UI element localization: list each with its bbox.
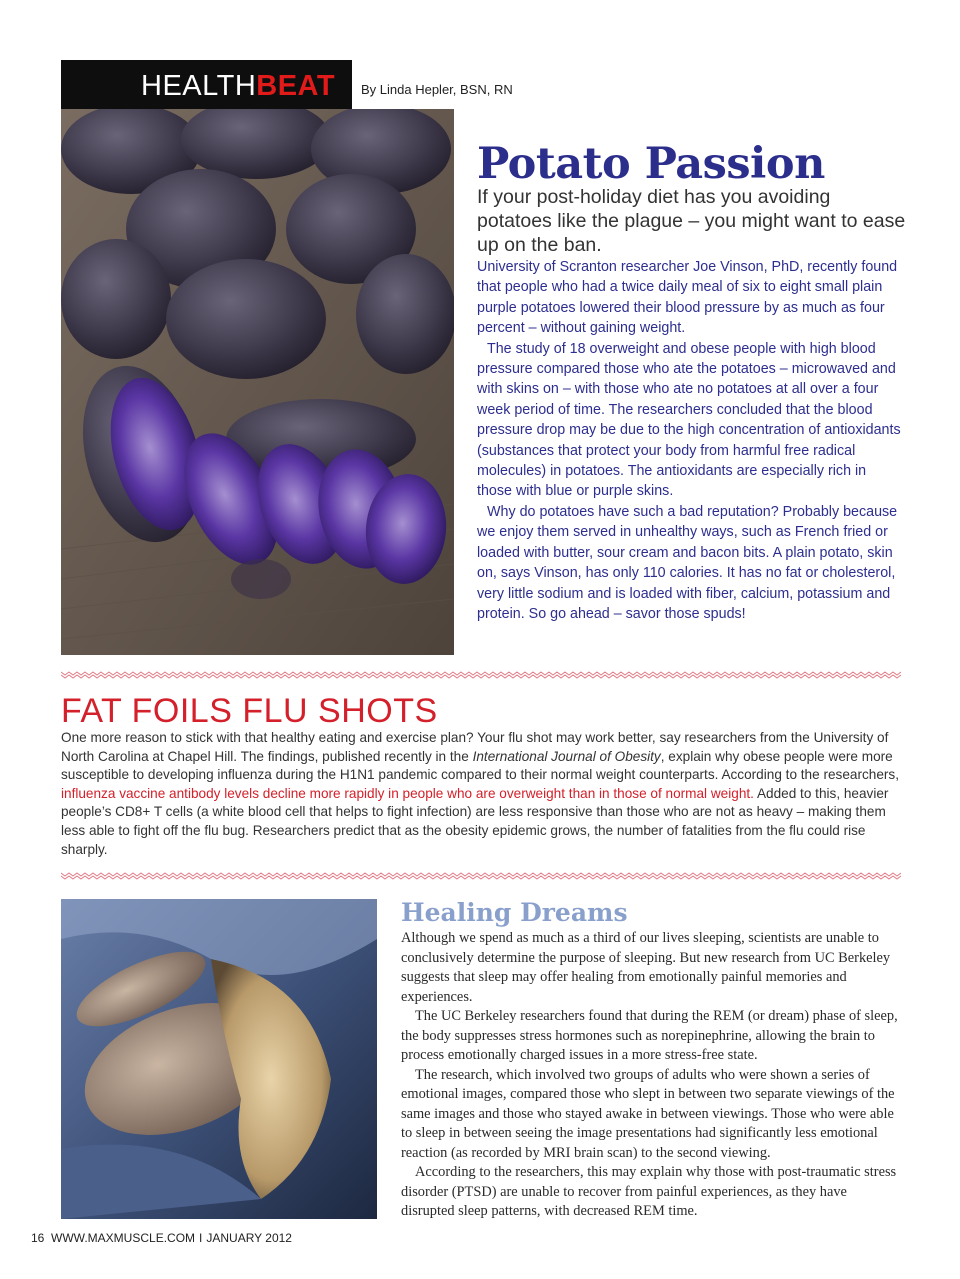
article-body-dreams — [401, 929, 901, 1222]
article-body-flu — [61, 729, 906, 859]
paragraph: Why do potatoes have such a bad reputation? Probably because we enjoy them served in unhealthy ways, such as French fried or loaded with butter, sour cream and bacon bits. A plain potato, skin on, says Vinson, has only 110 calories. It has no fat or cholesterol, very little sodium and is loaded with fiber, calcium, potassium and protein. So go ahead – savor those spuds! — [477, 503, 898, 622]
flu-text-3: Added to this, heavier people’s CD8+ T cells (a white blood cell that helps to fight infection) are less responsive than those who are not as heavy – making them less able to fight off the flu bug. Researchers predict that as the obesity epidemic grows, the number of fatalities from the flu could rise sharply. — [61, 785, 889, 857]
article-title-potato: Potato Passion — [477, 139, 825, 189]
purple-potatoes-illustration — [61, 109, 454, 655]
footer-separator: I — [199, 1231, 203, 1245]
page-footer — [31, 1231, 292, 1245]
article-title-dreams: Healing Dreams — [401, 898, 628, 927]
flu-text-1: One more reason to stick with that healthy eating and exercise plan? Your flu shot may work better, say researchers from the University of North Carolina at Chapel Hill. The findings, published recently in the — [61, 730, 889, 764]
section-title — [141, 70, 335, 103]
purple-potatoes-photo — [61, 109, 454, 655]
journal-title: International Journal of Obesity — [472, 748, 661, 764]
article-title-flu: FAT FOILS FLU SHOTS — [61, 692, 438, 730]
issue-date: JANUARY 2012 — [206, 1231, 292, 1245]
paragraph: The study of 18 overweight and obese people with high blood pressure compared those who ate the potatoes – microwaved and with skins on – with those who ate no potatoes at all over a four week period of time. The researchers concluded that the blood pressure drop may be due to the high concentration of antioxidants (substances that protect your body from harmful free radical molecules) in potatoes. The antioxidants are especially rich in those with blue or purple skins. — [477, 340, 901, 500]
page-number: 16 — [31, 1231, 45, 1245]
paragraph: Although we spend as much as a third of our lives sleeping, scientists are unable to conclusively determine the purpose of sleeping. But new research from UC Berkeley suggests that sleep may offer healing from emotionally painful memories and experiences. — [401, 930, 891, 1005]
zigzag-divider — [61, 872, 901, 880]
flu-highlight: influenza vaccine antibody levels decline more rapidly in people who are overweight than in those of normal weight. — [61, 785, 754, 801]
paragraph: The research, which involved two groups of adults who were shown a series of emotional images, compared those who slept in between two separate viewings of the same images and those who stayed awake in between viewings. Those who were able to sleep in between seeing the image presentations had significantly less emotional reaction (as recorded by MRI brain scan) to the second viewing. — [401, 1066, 895, 1161]
paragraph: University of Scranton researcher Joe Vinson, PhD, recently found that people who had a twice daily meal of six to eight small plain purple potatoes lowered their blood pressure by as much as four percent – without gaining weight. — [477, 259, 898, 337]
sleeping-woman-photo — [61, 899, 377, 1219]
byline: By Linda Hepler, BSN, RN — [361, 82, 513, 97]
website-link[interactable]: WWW.MAXMUSCLE.COM — [51, 1231, 196, 1245]
article-deck-potato: If your post-holiday diet has you avoiding potatoes like the plague – you might want to ease up on the ban. — [477, 186, 906, 256]
paragraph: According to the researchers, this may explain why those with post-traumatic stress disorder (PTSD) are unable to recover from painful experiences, as they have disrupted sleep patterns, with decreased REM time. — [401, 1164, 897, 1219]
sleeping-woman-illustration — [61, 899, 377, 1219]
article-body-potato — [477, 257, 901, 624]
paragraph: The UC Berkeley researchers found that during the REM (or dream) phase of sleep, the body suppresses stress hormones such as norepinephrine, allowing the brain to process emotionally charged issues in a more stress-free state. — [401, 1008, 898, 1063]
section-title-bold: BEAT — [256, 70, 336, 102]
flu-text-2: , explain why obese people were more susceptible to developing influenza during the H1N1 pandemic compared to their normal weight counterparts. According to the researchers, — [61, 748, 899, 783]
section-title-light: HEALTH — [141, 70, 257, 102]
zigzag-divider — [61, 671, 901, 679]
